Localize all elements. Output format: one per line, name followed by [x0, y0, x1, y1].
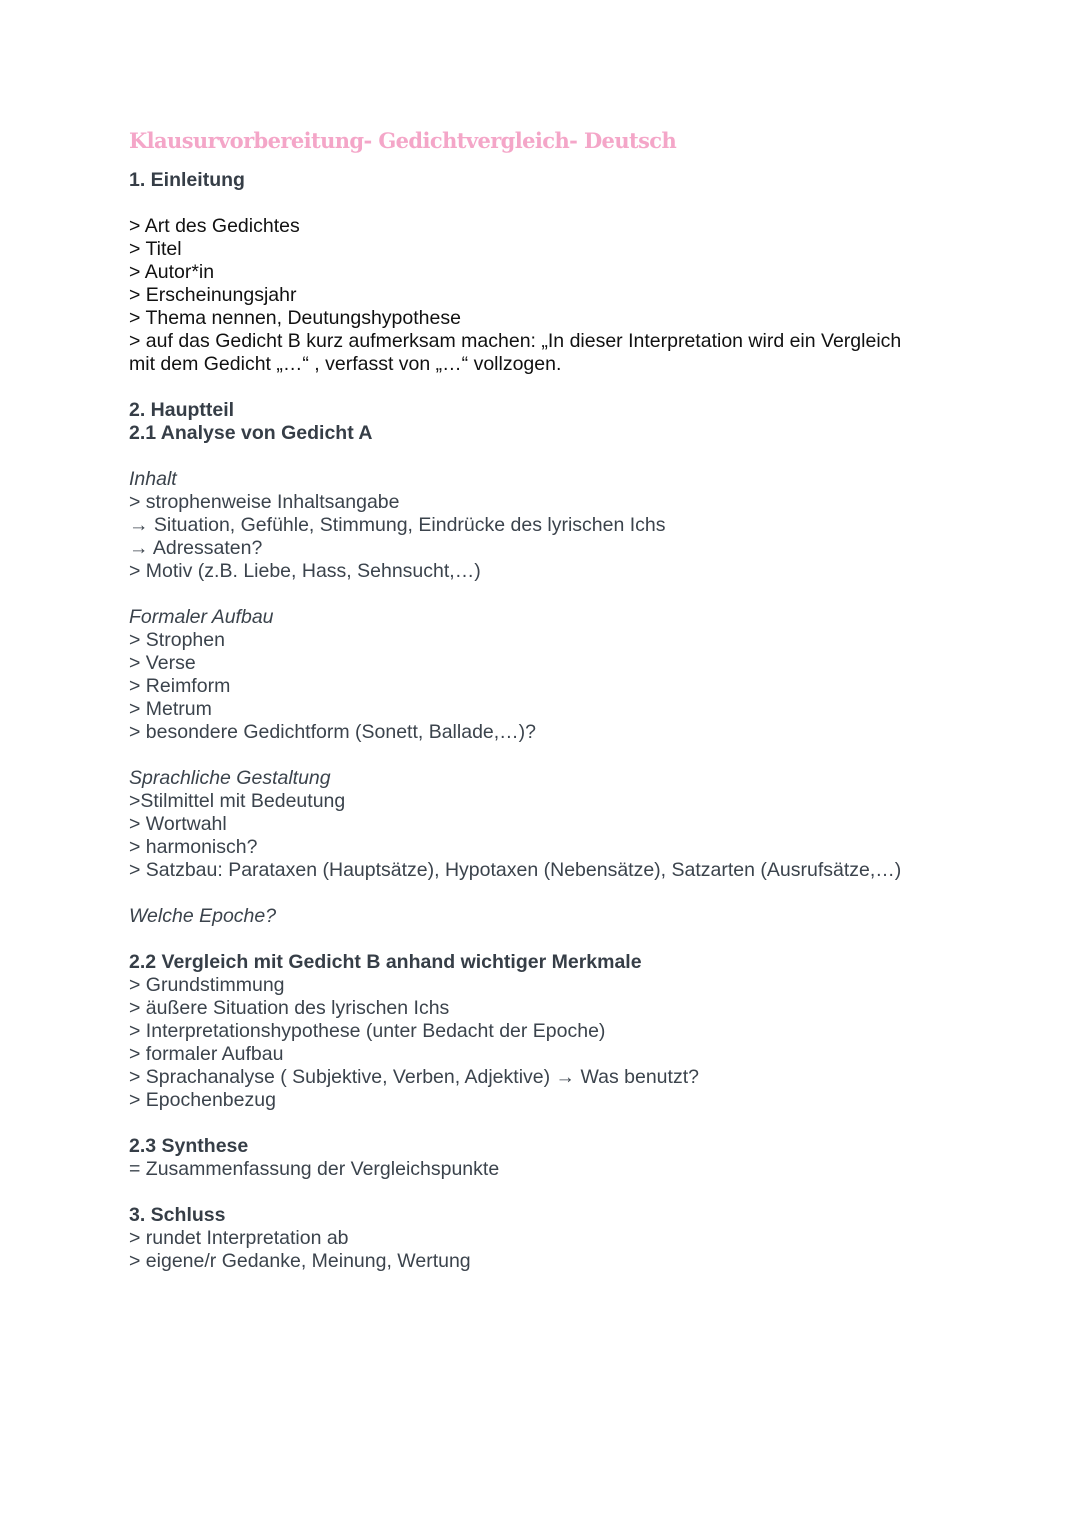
- spacer: [129, 445, 949, 468]
- spacer: [129, 744, 949, 767]
- spacer: [129, 1181, 949, 1204]
- list-item: > auf das Gedicht B kurz aufmerksam machen: „In dieser Interpretation wird ein Vergleich: [129, 330, 902, 352]
- list-item: > Epochenbezug: [129, 1089, 276, 1111]
- list-item: > Wortwahl: [129, 813, 227, 835]
- label-welche-epoche: Welche Epoche?: [129, 905, 277, 927]
- spacer: [129, 192, 949, 215]
- list-item: > rundet Interpretation ab: [129, 1227, 349, 1249]
- label-inhalt: Inhalt: [129, 468, 177, 490]
- list-item: > Interpretationshypothese (unter Bedacht der Epoche): [129, 1020, 606, 1042]
- label-sprachliche-gestaltung: Sprachliche Gestaltung: [129, 767, 331, 789]
- subsection-heading-synthese: 2.3 Synthese: [129, 1135, 249, 1157]
- list-item: > Sprachanalyse ( Subjektive, Verben, Adjektive) → Was benutzt?: [129, 1066, 699, 1088]
- list-item: > Art des Gedichtes: [129, 215, 300, 237]
- list-item: > Thema nennen, Deutungshypothese: [129, 307, 461, 329]
- list-item: > eigene/r Gedanke, Meinung, Wertung: [129, 1250, 471, 1272]
- section-heading-einleitung: 1. Einleitung: [129, 169, 245, 191]
- spacer: [129, 1112, 949, 1135]
- spacer: [129, 882, 949, 905]
- subsection-heading-analyse: 2.1 Analyse von Gedicht A: [129, 422, 373, 444]
- list-item: > Satzbau: Parataxen (Hauptsätze), Hypotaxen (Nebensätze), Satzarten (Ausrufsätze,…): [129, 859, 902, 881]
- synthese-text: = Zusammenfassung der Vergleichspunkte: [129, 1158, 500, 1180]
- section-heading-hauptteil: 2. Hauptteil: [129, 399, 235, 421]
- subsection-heading-vergleich: 2.2 Vergleich mit Gedicht B anhand wichtiger Merkmale: [129, 951, 642, 973]
- list-item: mit dem Gedicht „…“ , verfasst von „…“ vollzogen.: [129, 353, 562, 375]
- list-item: > Titel: [129, 238, 182, 260]
- list-item: > harmonisch?: [129, 836, 258, 858]
- list-item: > Erscheinungsjahr: [129, 284, 297, 306]
- list-item: > äußere Situation des lyrischen Ichs: [129, 997, 450, 1019]
- list-item: > Grundstimmung: [129, 974, 285, 996]
- list-item: > formaler Aufbau: [129, 1043, 284, 1065]
- list-item: >Stilmittel mit Bedeutung: [129, 790, 346, 812]
- spacer: [129, 583, 949, 606]
- list-item: → Situation, Gefühle, Stimmung, Eindrücke des lyrischen Ichs: [129, 514, 666, 536]
- section-heading-schluss: 3. Schluss: [129, 1204, 226, 1226]
- list-item: > Metrum: [129, 698, 212, 720]
- document-page: [129, 126, 949, 1273]
- list-item: > besondere Gedichtform (Sonett, Ballade,…)?: [129, 721, 537, 743]
- list-item: > Strophen: [129, 629, 225, 651]
- spacer: [129, 376, 949, 399]
- label-formaler-aufbau: Formaler Aufbau: [129, 606, 274, 628]
- list-item: → Adressaten?: [129, 537, 263, 559]
- list-item: > strophenweise Inhaltsangabe: [129, 491, 400, 513]
- list-item: > Verse: [129, 652, 196, 674]
- spacer: [129, 928, 949, 951]
- document-title: Klausurvorbereitung- Gedichtvergleich- Deutsch: [129, 128, 677, 153]
- list-item: > Autor*in: [129, 261, 215, 283]
- list-item: > Motiv (z.B. Liebe, Hass, Sehnsucht,…): [129, 560, 481, 582]
- list-item: > Reimform: [129, 675, 231, 697]
